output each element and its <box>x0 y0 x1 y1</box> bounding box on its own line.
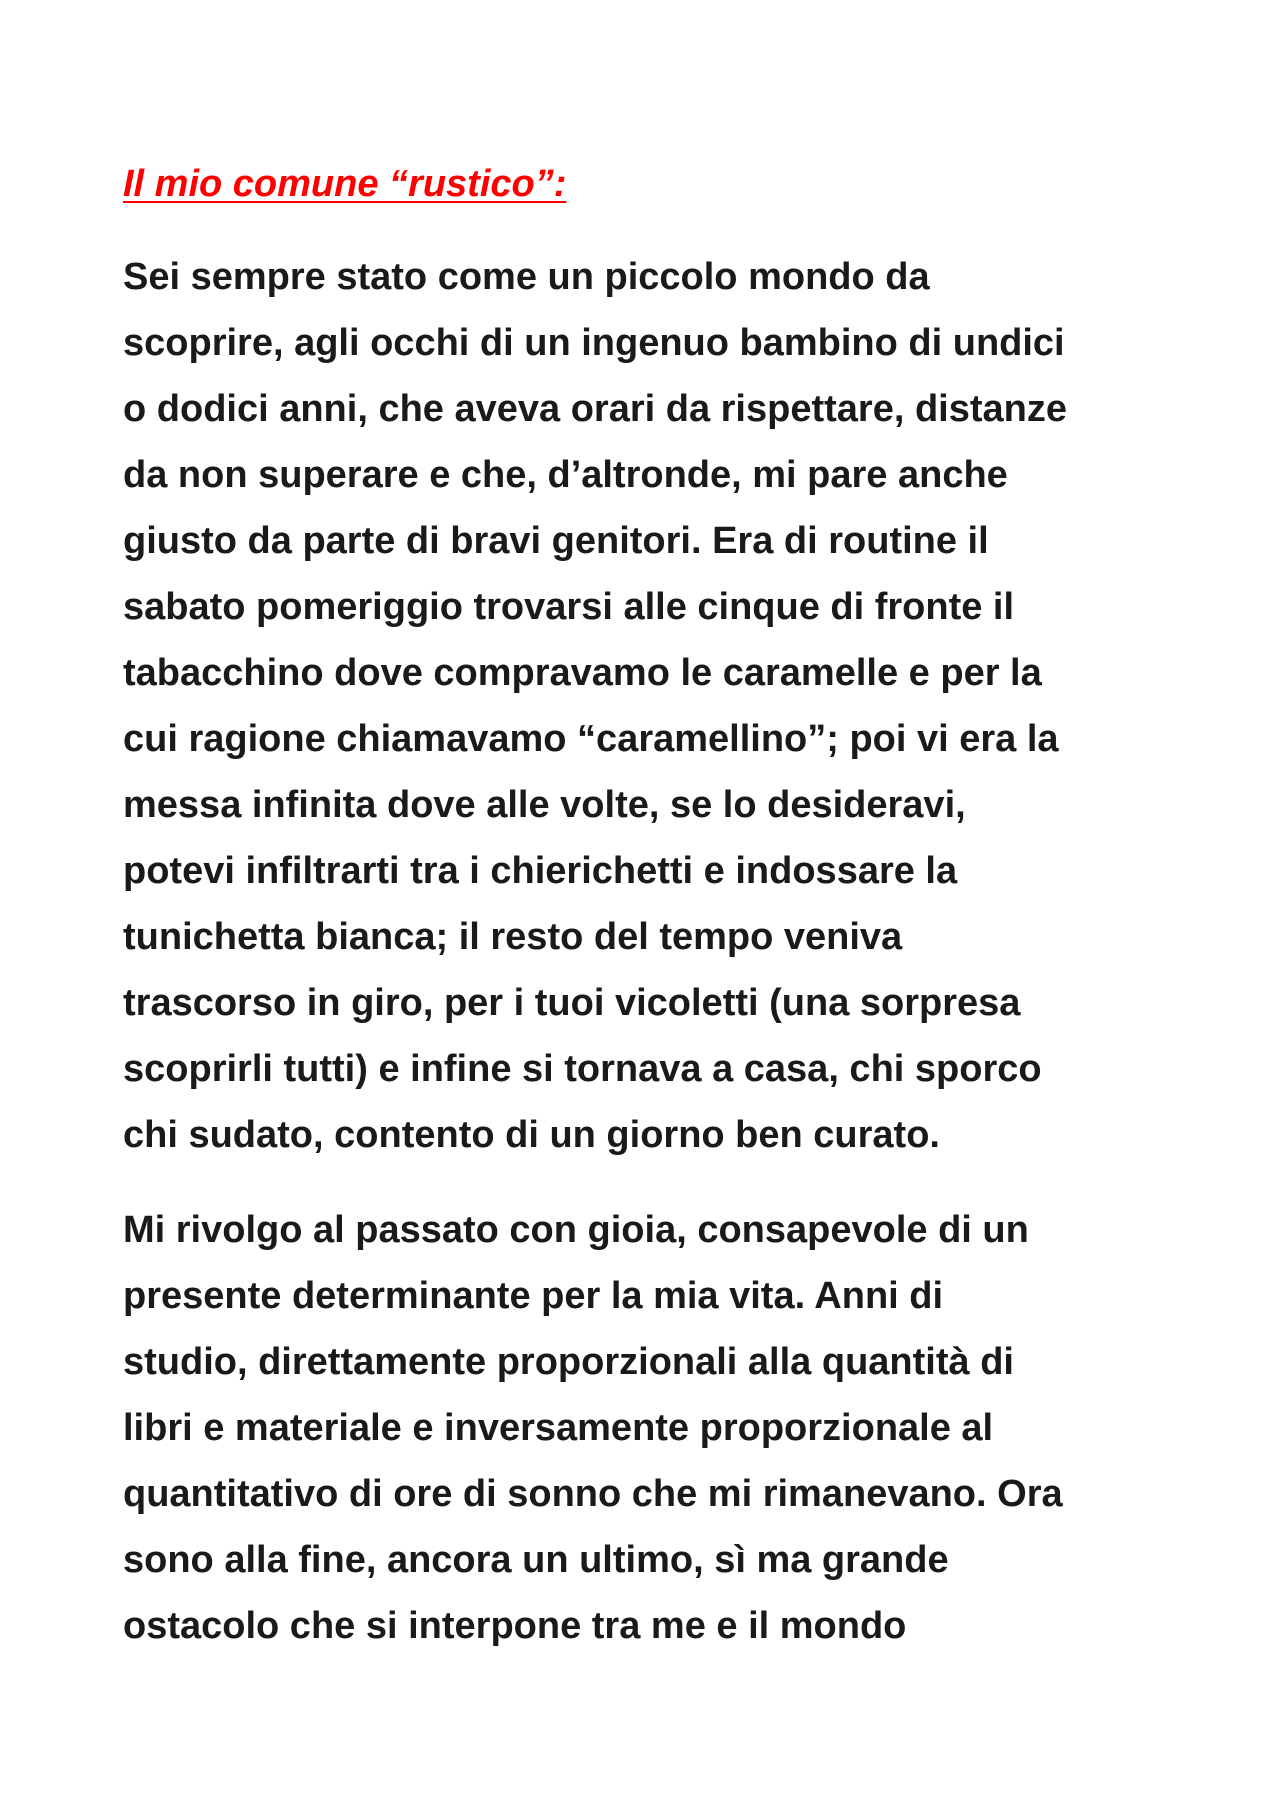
text-line: sono alla fine, ancora un ultimo, sì ma grande <box>123 1539 949 1581</box>
text-line: trascorso in giro, per i tuoi vicoletti (una sorpresa <box>123 982 1021 1024</box>
text-line: Sei sempre stato come un piccolo mondo da <box>123 256 930 298</box>
text-line: quantitativo di ore di sonno che mi rimanevano. Ora <box>123 1473 1063 1515</box>
text-line: scoprirli tutti) e infine si tornava a casa, chi sporco <box>123 1048 1042 1090</box>
text-line: libri e materiale e inversamente proporzionale al <box>123 1407 994 1449</box>
text-line: tabacchino dove compravamo le caramelle e per la <box>123 652 1042 694</box>
document-title: Il mio comune “rustico”: <box>123 163 567 205</box>
text-line: Mi rivolgo al passato con gioia, consapevole di un <box>123 1209 1029 1251</box>
paragraph-1 <box>123 244 1067 1168</box>
text-line: ostacolo che si interpone tra me e il mondo <box>123 1605 907 1647</box>
text-line: potevi infiltrarti tra i chierichetti e indossare la <box>123 850 958 892</box>
text-line: sabato pomeriggio trovarsi alle cinque di fronte il <box>123 586 1015 628</box>
text-line: da non superare e che, d’altronde, mi pare anche <box>123 454 1008 496</box>
text-line: scoprire, agli occhi di un ingenuo bambino di undici <box>123 322 1065 364</box>
text-line: chi sudato, contento di un giorno ben curato. <box>123 1114 940 1156</box>
text-line: presente determinante per la mia vita. Anni di <box>123 1275 944 1317</box>
text-line: messa infinita dove alle volte, se lo desideravi, <box>123 784 966 826</box>
text-line: studio, direttamente proporzionali alla quantità di <box>123 1341 1014 1383</box>
text-line: giusto da parte di bravi genitori. Era di routine il <box>123 520 989 562</box>
text-line: o dodici anni, che aveva orari da rispettare, distanze <box>123 388 1067 430</box>
text-line: tunichetta bianca; il resto del tempo veniva <box>123 916 903 958</box>
paragraph-2 <box>123 1197 1063 1659</box>
text-line: cui ragione chiamavamo “caramellino”; poi vi era la <box>123 718 1059 760</box>
